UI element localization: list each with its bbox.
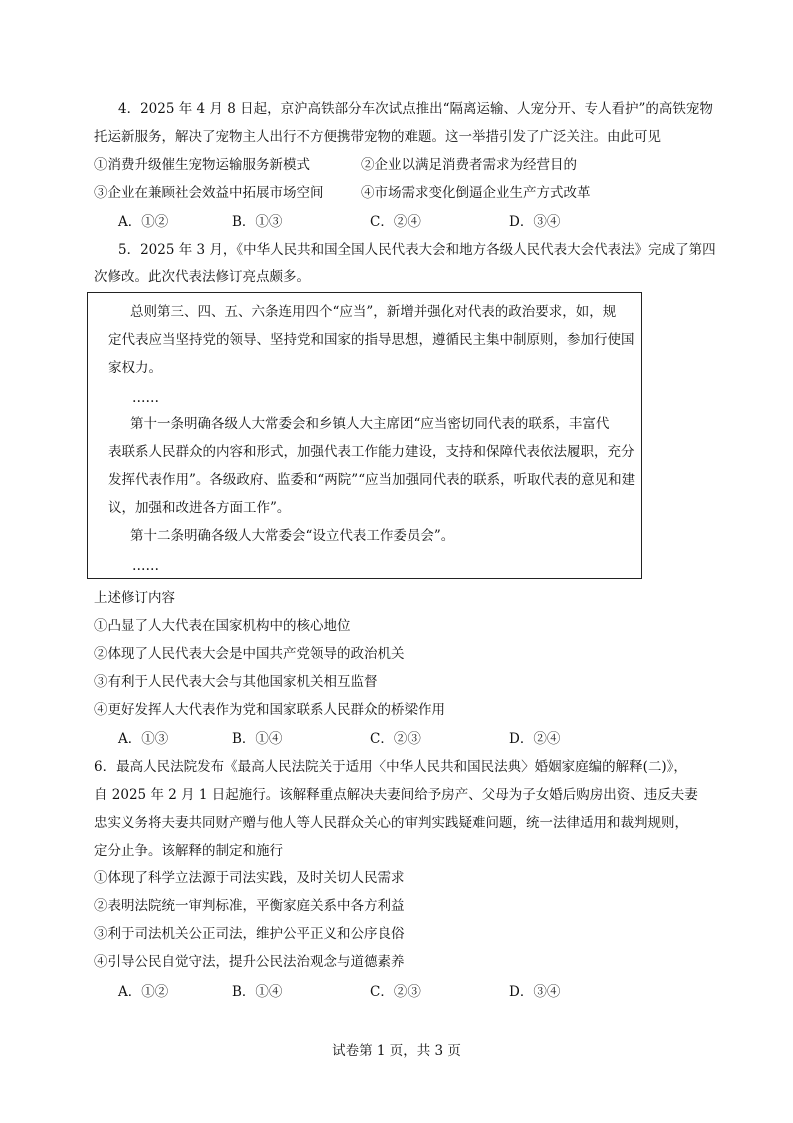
- q6-stem-line-2: 自 2025 年 2 月 1 日起施行。该解释重点解决夫妻间给予房产、父母为子女婚后购房出资、违反夫妻: [94, 787, 698, 803]
- q6-statement-3: ③利于司法机关公正司法，维护公平正义和公序良俗: [94, 926, 405, 942]
- q5-option-a: A．①③: [118, 731, 169, 747]
- q4-option-b: B．①③: [232, 214, 283, 230]
- q6-stem-line-3: 忠实义务将夫妻共同财产赠与他人等人民群众关心的审判实践疑难问题，统一法律适用和裁判规则，: [94, 815, 688, 831]
- q5-box-line-3: 家权力。: [108, 360, 162, 376]
- q5-stem-line-2: 次修改。此次代表法修订亮点颇多。: [94, 269, 310, 285]
- q4-statement-2: ②企业以满足消费者需求为经营目的: [361, 157, 577, 173]
- q6-option-c: C．②③: [370, 984, 421, 1000]
- q5-option-c: C．②③: [370, 731, 421, 747]
- q5-statement-3: ③有利于人民代表大会与其他国家机关相互监督: [94, 674, 378, 690]
- q5-statement-4: ④更好发挥人大代表作为党和国家联系人民群众的桥梁作用: [94, 702, 445, 718]
- q5-box-line-1: 总则第三、四、五、六条连用四个“应当”，新增并强化对代表的政治要求，如，规: [130, 304, 617, 320]
- q5-statement-2: ②体现了人民代表大会是中国共产党领导的政治机关: [94, 646, 405, 662]
- q6-stem-line-4: 定分止争。该解释的制定和施行: [94, 843, 283, 859]
- q4-stem-line-1: 4．2025 年 4 月 8 日起，京沪高铁部分车次试点推出“隔离运输、人宠分开、专人看护”的高铁宠物: [118, 101, 713, 117]
- q4-option-c: C．②④: [370, 214, 421, 230]
- q5-box-line-6: 发挥代表作用”。各级政府、监委和“两院”“应当加强同代表的联系，听取代表的意见和建: [108, 472, 636, 488]
- q5-box-line-7: 议，加强和改进各方面工作”。: [108, 500, 291, 516]
- q4-statement-1: ①消费升级催生宠物运输服务新模式: [94, 157, 310, 173]
- q5-option-b: B．①④: [232, 731, 283, 747]
- q5-lead: 上述修订内容: [94, 590, 175, 606]
- q4-statement-4: ④市场需求变化倒逼企业生产方式改革: [361, 185, 591, 201]
- q4-option-d: D．③④: [509, 214, 561, 230]
- q5-box-line-2: 定代表应当坚持党的领导、坚持党和国家的指导思想，遵循民主集中制原则，参加行使国: [108, 332, 635, 348]
- page-footer: 试卷第 1 页，共 3 页: [332, 1043, 461, 1059]
- q5-box-line-4: 第十一条明确各级人大常委会和乡镇人大主席团“应当密切同代表的联系，丰富代: [130, 416, 610, 432]
- q6-stem-line-1: 6．最高人民法院发布《最高人民法院关于适用〈中华人民共和国民法典〉婚姻家庭编的解释(二)》，: [94, 759, 687, 775]
- q6-statement-1: ①体现了科学立法源于司法实践，及时关切人民需求: [94, 870, 405, 886]
- q6-statement-2: ②表明法院统一审判标准，平衡家庭关系中各方利益: [94, 898, 405, 914]
- q6-option-d: D．③④: [509, 984, 561, 1000]
- q4-statement-3: ③企业在兼顾社会效益中拓展市场空间: [94, 185, 324, 201]
- q5-box-line-5: 表联系人民群众的内容和形式，加强代表工作能力建设，支持和保障代表依法履职，充分: [108, 444, 635, 460]
- q4-option-a: A．①②: [118, 214, 169, 230]
- q5-box-ellipsis-2: ……: [132, 558, 159, 574]
- q5-stem-line-1: 5．2025 年 3 月，《中华人民共和国全国人民代表大会和地方各级人民代表大会代表法》完成了第四: [118, 242, 716, 258]
- q5-box-line-8: 第十二条明确各级人大常委会“设立代表工作委员会”。: [130, 528, 455, 544]
- q5-option-d: D．②④: [509, 731, 561, 747]
- q5-statement-1: ①凸显了人大代表在国家机构中的核心地位: [94, 618, 351, 634]
- q5-box-ellipsis-1: ……: [132, 390, 159, 406]
- q6-option-a: A．①②: [118, 984, 169, 1000]
- q6-statement-4: ④引导公民自觉守法，提升公民法治观念与道德素养: [94, 954, 405, 970]
- q4-stem-line-2: 托运新服务，解决了宠物主人出行不方便携带宠物的难题。这一举措引发了广泛关注。由此可见: [94, 129, 661, 145]
- q6-option-b: B．①④: [232, 984, 283, 1000]
